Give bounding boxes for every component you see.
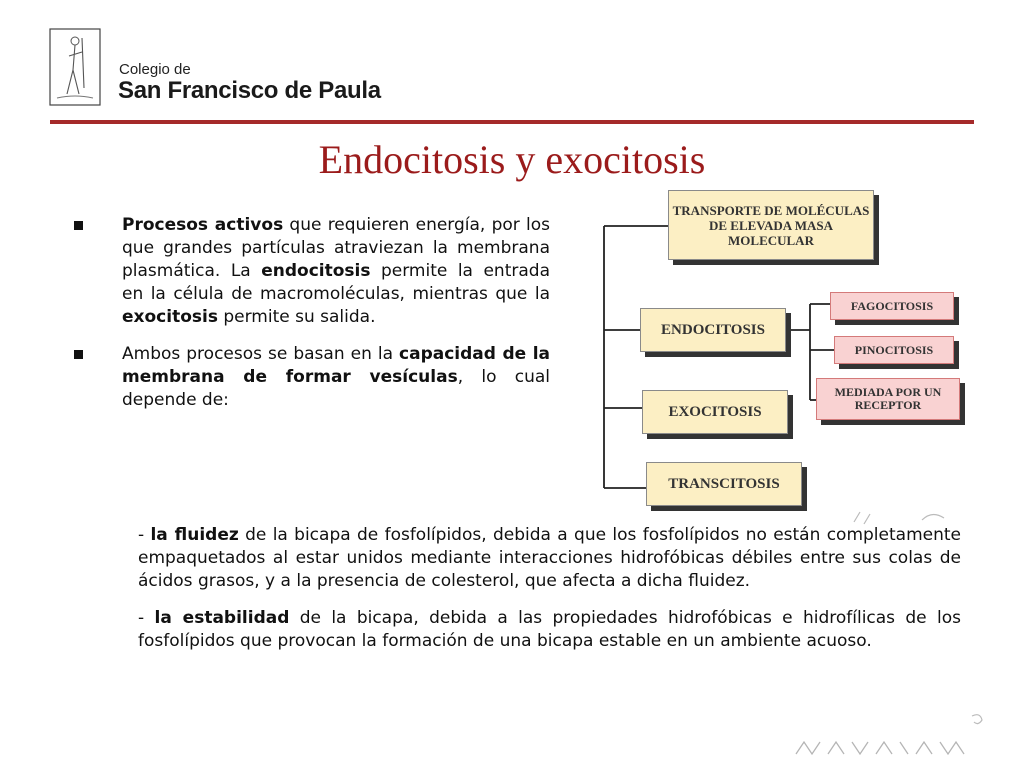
text-run: de la bicapa de fosfolípidos, debida a que los fosfolípidos no están completamente empaquetados al estar unidos mediante interacciones hidrofóbicas débiles entre sus colas de ácidos grasos, y a la presencia de colesterol, que afecta a dicha fluidez. [138, 525, 961, 591]
header-divider [50, 120, 974, 124]
transport-root-box: TRANSPORTE DE MOLÉCULAS DE ELEVADA MASA MOLECULAR [668, 190, 874, 260]
detail-list [138, 524, 961, 653]
mediada-receptor-box: MEDIADA POR UN RECEPTOR [816, 378, 960, 420]
text-run: , lo cual depende de: [122, 367, 550, 410]
fagocitosis-box: FAGOCITOSIS [830, 292, 954, 320]
detail-paragraph [138, 524, 961, 593]
text-run: - [138, 608, 155, 628]
text-run: permite la entrada en la célula de macromoléculas, mientras que la [122, 261, 550, 304]
transcitosis-box: TRANSCITOSIS [646, 462, 802, 506]
text-bold: la fluidez [150, 525, 239, 545]
text-run: de la bicapa, debida a las propiedades hidrofóbicas e hidrofílicas de los fosfolípidos que provocan la formación de una bicapa estable en un ambiente acuoso. [138, 608, 961, 651]
text-bold: exocitosis [122, 307, 218, 327]
bullet-text [122, 344, 550, 410]
decorative-scribble-icon [852, 508, 952, 528]
bullet-text [122, 215, 550, 327]
text-bold: Procesos activos [122, 215, 284, 235]
detail-paragraph [138, 607, 961, 653]
pinocitosis-box: PINOCITOSIS [834, 336, 954, 364]
text-bold: la estabilidad [154, 608, 290, 628]
text-run: que requieren energía, por los que grandes partículas atraviezan la membrana plasmática. La [122, 215, 550, 281]
exocitosis-box: EXOCITOSIS [642, 390, 788, 434]
text-run: - [138, 525, 151, 545]
text-run: permite su salida. [217, 307, 376, 327]
transport-diagram [596, 186, 976, 516]
slide-title: Endocitosis y exocitosis [318, 137, 706, 182]
logo-subtitle: Colegio de [119, 61, 191, 78]
text-bold: endocitosis [261, 261, 371, 281]
text-run: Ambos procesos se basan en la [122, 344, 400, 364]
decorative-scribble-icon [968, 710, 988, 730]
decorative-scribble-icon [792, 734, 982, 762]
square-bullet-icon [74, 221, 83, 230]
square-bullet-icon [74, 350, 83, 359]
endocitosis-box: ENDOCITOSIS [640, 308, 786, 352]
logo-name: San Francisco de Paula [118, 77, 381, 104]
bullet-item [72, 214, 550, 329]
school-emblem-icon [49, 28, 101, 106]
text-bold: capacidad de la membrana de formar vesículas [122, 344, 550, 387]
bullet-list [72, 214, 550, 412]
bullet-item [72, 343, 550, 412]
